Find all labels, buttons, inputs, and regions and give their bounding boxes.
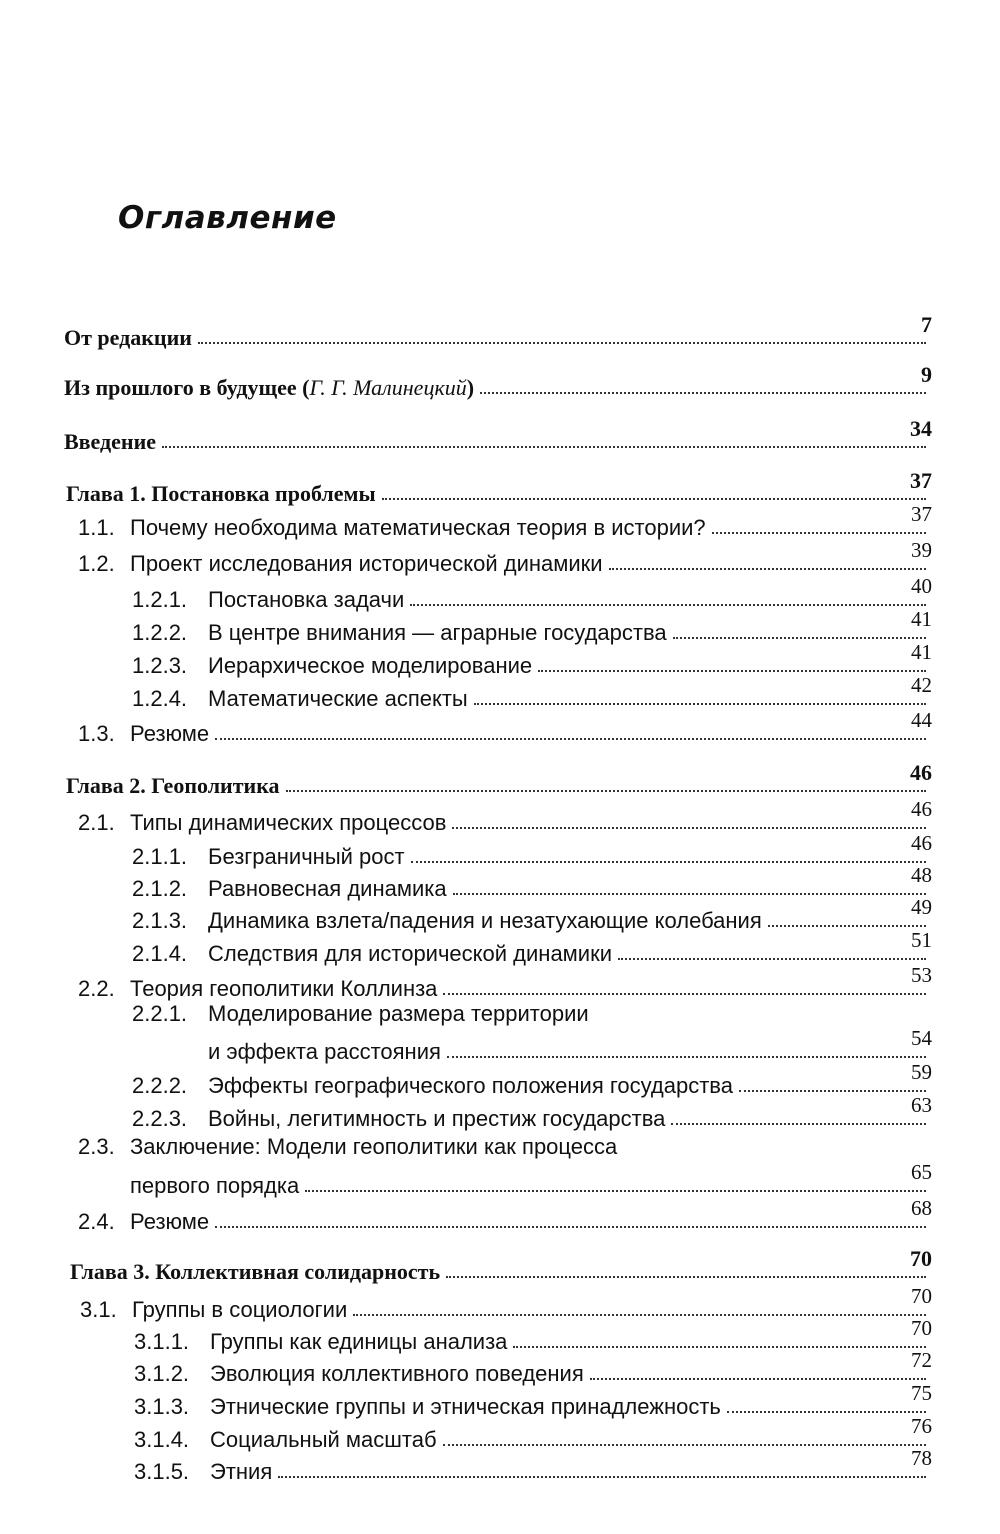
section-number: 2.2.1. (132, 1001, 188, 1026)
page-number: 75 (911, 1381, 932, 1405)
leader-dots (447, 1056, 926, 1058)
leader-dots (590, 1378, 926, 1380)
leader-dots (768, 925, 926, 927)
section-number: 1.2.2. (132, 619, 188, 645)
entry-label: Равновесная динамика (208, 875, 447, 901)
section-number: 2.1.3. (132, 907, 188, 933)
page-number: 46 (911, 797, 932, 821)
page-number: 54 (911, 1026, 932, 1050)
leader-dots (739, 1090, 926, 1092)
page-number: 49 (911, 895, 932, 919)
section-number: 2.1.1. (132, 843, 188, 869)
section-number: 2.2.2. (132, 1072, 188, 1098)
section-number: 1.2.3. (132, 652, 188, 678)
section-number: 2.4. (78, 1208, 115, 1234)
section-number: 2.1.2. (132, 875, 188, 901)
entry-label: Иерархическое моделирование (208, 652, 533, 678)
entry-label: Глава 1. Постановка проблемы (66, 480, 376, 506)
leader-dots (609, 568, 926, 570)
leader-dots (513, 1346, 926, 1348)
leader-dots (712, 532, 926, 534)
entry-label: Теория геополитики Коллинза (130, 975, 438, 1001)
leader-dots (452, 827, 926, 829)
page-number: 7 (921, 312, 932, 337)
leader-dots (198, 342, 926, 344)
leader-dots (410, 604, 926, 606)
page-number: 40 (911, 574, 932, 598)
section-number: 3.1.2. (134, 1360, 190, 1386)
entry-label: В центре внимания — аграрные государства (208, 619, 667, 645)
leader-dots (162, 446, 926, 448)
entry-label: Войны, легитимность и престиж государства (208, 1105, 666, 1131)
section-number: 1.2.4. (132, 685, 188, 711)
entry-label: Глава 2. Геополитика (66, 772, 280, 798)
entry-label: и эффекта расстояния (208, 1038, 441, 1064)
page-number: 59 (911, 1060, 932, 1084)
page-number: 9 (921, 362, 932, 387)
section-number: 1.3. (78, 720, 115, 746)
subsection-entry[interactable] (134, 1316, 932, 1354)
subsection-entry[interactable] (132, 895, 932, 933)
section-number: 2.3. (78, 1134, 115, 1159)
section-number: 2.2. (78, 975, 115, 1001)
author-name: Г. Г. Малинецкий (309, 374, 467, 400)
page-number: 41 (911, 640, 932, 664)
subsection-entry-first-line[interactable] (132, 1001, 589, 1027)
entry-label: Группы в социологии (132, 1296, 348, 1322)
leader-dots (278, 1476, 926, 1478)
page-number: 65 (911, 1160, 932, 1184)
leader-dots (382, 498, 926, 500)
page-number: 70 (911, 1284, 932, 1308)
entry-label: Этния (210, 1458, 273, 1484)
page-number: 46 (910, 760, 932, 785)
entry-label: Группы как единицы анализа (210, 1328, 508, 1354)
subsection-entry[interactable] (132, 831, 932, 869)
entry-label: Почему необходима математическая теория в истории? (130, 514, 706, 540)
section-number: 1.2. (78, 550, 115, 576)
entry-label: Проект исследования исторической динамики (130, 550, 603, 576)
page-number: 76 (911, 1414, 932, 1438)
entry-label: Этнические группы и этническая принадлежность (210, 1393, 721, 1419)
leader-dots (215, 738, 926, 740)
entry-label: Математические аспекты (208, 685, 468, 711)
section-number: 1.2.1. (132, 586, 188, 612)
subsection-entry[interactable] (132, 1060, 932, 1098)
leader-dots (671, 1123, 926, 1125)
entry-label: первого порядка (130, 1172, 300, 1198)
entry-label: Резюме (130, 1208, 210, 1234)
page-title: Оглавление (118, 200, 337, 236)
subsection-entry[interactable] (132, 928, 932, 966)
subsection-entry[interactable] (134, 1381, 932, 1419)
leader-dots (474, 703, 926, 705)
page-number: 68 (911, 1196, 932, 1220)
page-number: 51 (911, 928, 932, 952)
page-number: 78 (911, 1446, 932, 1470)
page-number: 72 (911, 1348, 932, 1372)
page-number: 41 (911, 607, 932, 631)
entry-label: Эволюция коллективного поведения (210, 1360, 584, 1386)
page-number: 34 (910, 416, 932, 441)
toc-entry[interactable] (64, 416, 932, 454)
entry-label: Следствия для исторической динамики (208, 940, 613, 966)
page-number: 46 (911, 831, 932, 855)
page-number: 42 (911, 673, 932, 697)
section-entry[interactable] (78, 538, 932, 576)
section-entry-first-line[interactable] (78, 1134, 617, 1160)
section-entry[interactable] (78, 797, 932, 835)
subsection-entry[interactable] (134, 1348, 932, 1386)
leader-dots (411, 861, 926, 863)
page-number: 39 (911, 538, 932, 562)
leader-dots (443, 993, 926, 995)
section-entry[interactable] (78, 963, 932, 1001)
section-number: 3.1.4. (134, 1426, 190, 1452)
subsection-entry[interactable] (132, 1093, 932, 1131)
chapter-heading[interactable] (66, 468, 932, 506)
entry-label: Заключение: Модели геополитики как процесса (130, 1134, 618, 1159)
leader-dots (673, 637, 926, 639)
section-number: 3.1. (80, 1296, 117, 1322)
section-number: 3.1.3. (134, 1393, 190, 1419)
entry-label: Введение (64, 428, 157, 454)
page-number: 37 (911, 502, 932, 526)
section-entry[interactable] (130, 1160, 932, 1198)
entry-label: Безграничный рост (208, 843, 405, 869)
entry-label: Типы динамических процессов (130, 809, 447, 835)
section-number: 1.1. (78, 514, 115, 540)
subsection-entry[interactable] (132, 863, 932, 901)
section-entry[interactable] (78, 708, 932, 746)
chapter-heading[interactable] (70, 1246, 932, 1284)
section-entry[interactable] (78, 502, 932, 540)
leader-dots (453, 893, 926, 895)
section-number: 2.2.3. (132, 1105, 188, 1131)
page-number: 70 (910, 1246, 932, 1271)
leader-dots (618, 958, 926, 960)
subsection-entry[interactable] (134, 1446, 932, 1484)
section-number: 3.1.5. (134, 1458, 190, 1484)
page-number: 70 (911, 1316, 932, 1340)
page-number: 63 (911, 1093, 932, 1117)
subsection-entry[interactable] (132, 574, 932, 612)
entry-label: Социальный масштаб (210, 1426, 437, 1452)
section-number: 2.1.4. (132, 940, 188, 966)
subsection-entry[interactable] (132, 607, 932, 645)
leader-dots (353, 1314, 926, 1316)
leader-dots (727, 1411, 926, 1413)
page-number: 48 (911, 863, 932, 887)
entry-label: Постановка задачи (208, 586, 405, 612)
entry-label: Моделирование размера территории (208, 1001, 589, 1026)
subsection-entry[interactable] (132, 673, 932, 711)
page-number: 44 (911, 708, 932, 732)
toc-entry[interactable] (64, 312, 932, 350)
subsection-entry[interactable] (208, 1026, 932, 1064)
subsection-entry[interactable] (132, 640, 932, 678)
leader-dots (443, 1444, 926, 1446)
leader-dots (305, 1190, 926, 1192)
page-number: 37 (910, 468, 932, 493)
entry-label: Из прошлого в будущее (Г. Г. Малинецкий) (64, 374, 475, 400)
section-entry[interactable] (80, 1284, 932, 1322)
leader-dots (446, 1276, 926, 1278)
toc-entry[interactable] (64, 362, 932, 400)
entry-label: От редакции (64, 324, 192, 350)
leader-dots (286, 790, 926, 792)
entry-label: Глава 3. Коллективная солидарность (70, 1258, 441, 1284)
page-number: 53 (911, 963, 932, 987)
leader-dots (538, 670, 926, 672)
section-entry[interactable] (78, 1196, 932, 1234)
entry-label: Динамика взлета/падения и незатухающие колебания (208, 907, 762, 933)
section-number: 3.1.1. (134, 1328, 190, 1354)
subsection-entry[interactable] (134, 1414, 932, 1452)
entry-label: Резюме (130, 720, 210, 746)
leader-dots (480, 392, 926, 394)
chapter-heading[interactable] (66, 760, 932, 798)
section-number: 2.1. (78, 809, 115, 835)
entry-label: Эффекты географического положения государства (208, 1072, 733, 1098)
leader-dots (215, 1226, 926, 1228)
